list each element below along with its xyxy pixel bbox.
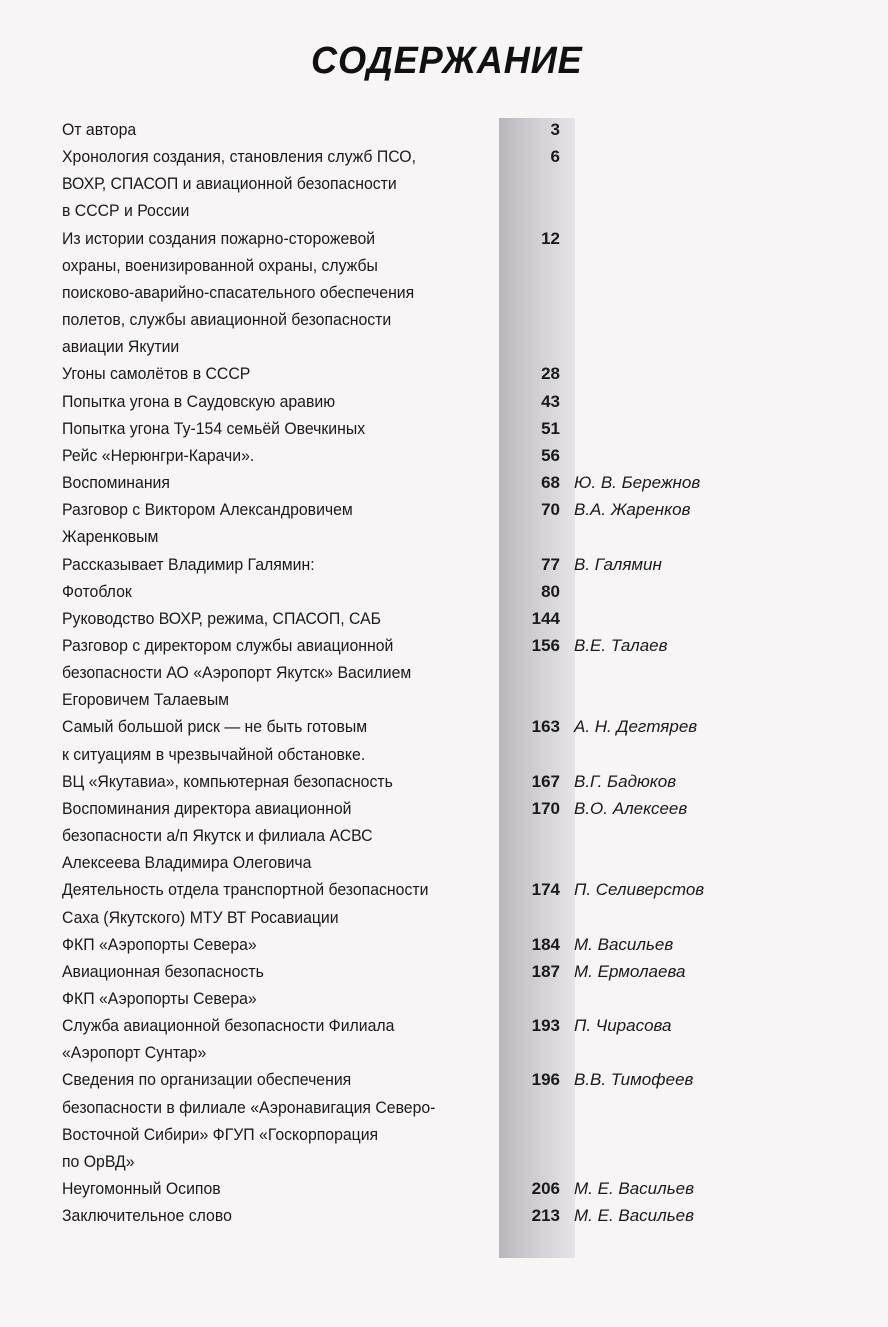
toc-entry-title-line: Воспоминания [62, 473, 170, 493]
toc-entry-page: 43 [541, 391, 560, 411]
toc-entry-title-line: Руководство ВОХР, режима, СПАСОП, САБ [62, 608, 382, 628]
toc-entry-author: М. Васильев [574, 934, 674, 954]
toc-entry [62, 958, 862, 985]
toc-entry [62, 1066, 862, 1175]
toc-entry [62, 985, 862, 1012]
toc-entry-title-line: Угоны самолётов в СССР [62, 364, 251, 384]
toc-entry-title-line: Разговор с Виктором Александровичем [62, 500, 353, 520]
toc-entry-title [62, 578, 512, 605]
toc-entry-title-line: Восточной Сибири» ФГУП «Госкорпорация [62, 1124, 379, 1144]
toc-entry-author: В. Галямин [574, 554, 662, 574]
toc-entry [62, 388, 862, 415]
toc-entry-author: Ю. В. Бережнов [574, 473, 701, 493]
toc-entry-title-line: ФКП «Аэропорты Севера» [62, 989, 257, 1008]
toc-entry-page: 170 [531, 798, 560, 818]
toc-entry-title [62, 958, 512, 985]
toc-entry [62, 605, 862, 632]
toc-entry [62, 931, 862, 958]
toc-entry-title [62, 360, 512, 387]
toc-entry-title-line: Разговор с директором службы авиационной [62, 635, 394, 655]
toc-entry-page: 156 [531, 635, 560, 655]
toc-entry-title-line: Служба авиационной безопасности Филиала [62, 1016, 395, 1036]
toc-entry [62, 713, 862, 767]
toc-entry-author: М. Е. Васильев [574, 1206, 694, 1226]
toc-entry-title [62, 985, 512, 1012]
toc-entry-page: 12 [541, 228, 560, 248]
toc-entry [62, 143, 862, 224]
toc-entry-title [62, 415, 512, 442]
page-title: СОДЕРЖАНИЕ [311, 40, 583, 82]
toc-entry-title-line: Рейс «Нерюнгри-Карачи». [62, 445, 255, 465]
toc-entry-title-line: Попытка угона Ту-154 семьёй Овечкиных [62, 418, 366, 438]
toc-entry-title-line: ФКП «Аэропорты Севера» [62, 934, 257, 954]
toc-entry-title-line: Саха (Якутского) МТУ ВТ Росавиации [62, 907, 339, 927]
toc-entry-page: 206 [531, 1179, 560, 1199]
toc-entry-page: 3 [550, 120, 560, 139]
toc-entry-title-line: Заключительное слово [62, 1206, 232, 1226]
toc-entry-page: 56 [541, 445, 560, 465]
toc-entry-title-line: Алексеева Владимира Олеговича [62, 853, 312, 873]
toc-entry-title [62, 713, 512, 767]
toc-entry-title [62, 116, 512, 143]
toc-entry [62, 1202, 862, 1229]
toc-entry [62, 442, 862, 469]
toc-entry-page: 174 [531, 880, 560, 900]
toc-entry-title-line: полетов, службы авиационной безопасности [62, 310, 392, 330]
toc-entry-title [62, 876, 512, 930]
toc-entry [62, 225, 862, 361]
toc-entry [62, 415, 862, 442]
toc-entry-page: 68 [541, 473, 560, 493]
toc-entry-title-line: Сведения по организации обеспечения [62, 1070, 352, 1090]
toc-entry-author: П. Селиверстов [574, 880, 705, 900]
toc-entry-author: М. Ермолаева [574, 961, 686, 981]
toc-entry-page: 213 [531, 1206, 560, 1226]
toc-entry [62, 578, 862, 605]
toc-entry-title-line: Рассказывает Владимир Галямин: [62, 554, 315, 574]
toc-entry-author: В.А. Жаренков [574, 500, 691, 520]
toc-entry-title-line: «Аэропорт Сунтар» [62, 1043, 207, 1063]
toc-entry-page: 184 [531, 934, 560, 954]
toc-entry-page: 28 [541, 364, 560, 384]
toc-entry-author: В.В. Тимофеев [574, 1070, 694, 1090]
toc-entry-title [62, 632, 512, 713]
toc-entry-page: 51 [541, 418, 560, 438]
toc-entry-title-line: Деятельность отдела транспортной безопасности [62, 880, 429, 900]
toc-entry-title [62, 143, 512, 224]
toc-entry-author: В.О. Алексеев [574, 798, 688, 818]
toc-entry [62, 632, 862, 713]
toc-entry-title-line: поисково-аварийно-спасательного обеспечения [62, 282, 415, 302]
toc-entry-title [62, 225, 512, 361]
toc-entry [62, 1012, 862, 1066]
toc-entry-title-line: безопасности а/п Якутск и филиала АСВС [62, 826, 373, 846]
toc-entry-title [62, 1202, 512, 1229]
toc-entry-title-line: к ситуациям в чрезвычайной обстановке. [62, 744, 366, 764]
toc-entry-title-line: Попытка угона в Саудовскую аравию [62, 391, 336, 411]
toc-entry-title [62, 795, 512, 876]
toc-entry-title-line: Егоровичем Талаевым [62, 690, 230, 710]
toc-entry-author: М. Е. Васильев [574, 1179, 694, 1199]
toc-entry-page: 167 [531, 771, 560, 791]
toc-entry-page: 144 [531, 608, 560, 628]
toc-entry-title-line: От автора [62, 120, 137, 139]
toc-entry-author: В.Г. Бадюков [574, 771, 677, 791]
toc-entry-title-line: в СССР и России [62, 201, 190, 221]
toc-entry-title-line: ВЦ «Якутавиа», компьютерная безопасность [62, 771, 393, 791]
toc-entry-title [62, 388, 512, 415]
toc-entry-title [62, 496, 512, 550]
toc-entry-title [62, 1066, 512, 1175]
toc-entry-title-line: Жаренковым [62, 527, 159, 547]
toc-entry-title-line: безопасности в филиале «Аэронавигация Северо- [62, 1097, 436, 1117]
toc-entry-title-line: Неугомонный Осипов [62, 1179, 221, 1199]
toc-entry-title-line: Воспоминания директора авиационной [62, 798, 352, 818]
toc-entry-title-line: Фотоблок [62, 581, 132, 601]
toc-entry-title [62, 1012, 512, 1066]
toc-entry-title-line: охраны, военизированной охраны, службы [62, 255, 378, 275]
toc-entry-title-line: по ОрВД» [62, 1151, 135, 1171]
toc-entry-page: 80 [541, 581, 560, 601]
toc-entry-title [62, 931, 512, 958]
table-of-contents [62, 116, 862, 1229]
toc-entry [62, 551, 862, 578]
toc-entry-title-line: Из истории создания пожарно-сторожевой [62, 228, 376, 248]
toc-entry-author: А. Н. Дегтярев [574, 717, 698, 737]
toc-entry-page: 6 [550, 147, 560, 167]
toc-entry [62, 1175, 862, 1202]
toc-entry-title-line: авиации Якутии [62, 337, 180, 357]
toc-entry [62, 469, 862, 496]
toc-entry-title [62, 1175, 512, 1202]
toc-entry-page: 187 [531, 961, 560, 981]
toc-entry [62, 360, 862, 387]
toc-entry [62, 768, 862, 795]
toc-entry-title-line: ВОХР, СПАСОП и авиационной безопасности [62, 174, 397, 194]
toc-entry-page: 196 [531, 1070, 560, 1090]
toc-entry-title-line: безопасности АО «Аэропорт Якутск» Василием [62, 663, 412, 683]
toc-entry-author: В.Е. Талаев [574, 635, 668, 655]
toc-entry-title [62, 768, 512, 795]
toc-entry [62, 116, 862, 143]
toc-entry-title-line: Хронология создания, становления служб ПСО, [62, 147, 416, 167]
toc-entry-title [62, 442, 512, 469]
toc-entry-title [62, 551, 512, 578]
toc-entry-page [512, 985, 560, 1012]
toc-entry-page: 70 [541, 500, 560, 520]
toc-entry-title-line: Авиационная безопасность [62, 961, 264, 981]
toc-entry-page: 77 [541, 554, 560, 574]
toc-entry [62, 795, 862, 876]
toc-entry-title [62, 469, 512, 496]
toc-entry-page: 163 [531, 717, 560, 737]
toc-entry-page: 193 [531, 1016, 560, 1036]
toc-entry-title [62, 605, 512, 632]
toc-entry [62, 876, 862, 930]
toc-entry-author: П. Чирасова [574, 1016, 672, 1036]
toc-entry-title-line: Самый большой риск — не быть готовым [62, 717, 368, 737]
toc-entry [62, 496, 862, 550]
